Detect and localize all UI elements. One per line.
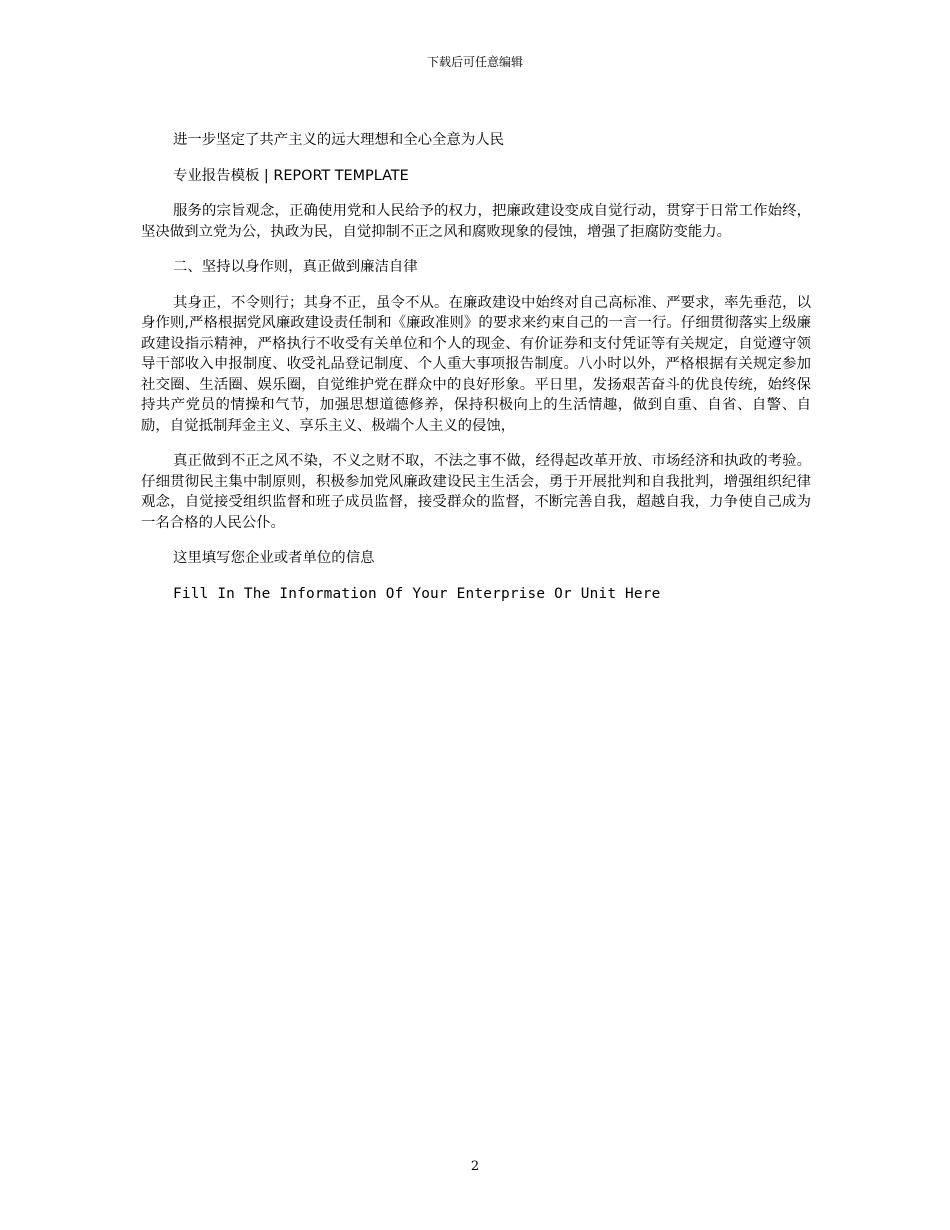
paragraph-service-purpose: 服务的宗旨观念，正确使用党和人民给予的权力，把廉政建设变成自觉行动，贯穿于日常工作始终，坚决做到立党为公，执政为民，自觉抑制不正之风和腐败现象的侵蚀，增强了拒腐防变能力。 — [141, 203, 811, 240]
paragraph-self-discipline: 其身正，不令则行；其身不正，虽令不从。在廉政建设中始终对自己高标准、严要求，率先垂范，以身作则,严格根据党风廉政建设责任制和《廉政准则》的要求来约束自己的一言一行。仔细贯彻落实上级廉政建设指示精神，严格执行不收受有关单位和个人的现金、有价证券和支付凭证等有关规定，自觉遵守领导干部收入申报制度、收受礼品登记制度、个人重大事项报告制度。八小时以外，严格根据有关规定参加社交圈、生活圈、娱乐圈，自觉维护党在群众中的良好形象。平日里，发扬艰苦奋斗的优良传统，始终保持共产党员的情操和气节，加强思想道德修养，保持积极向上的生活情趣，做到自重、自省、自警、自励，自觉抵制拜金主义、享乐主义、极端个人主义的侵蚀， — [141, 294, 811, 434]
paragraph-integrity: 真正做到不正之风不染，不义之财不取，不法之事不做，经得起改革开放、市场经济和执政的考验。仔细贯彻民主集中制原则，积极参加党风廉政建设民主生活会，勇于开展批判和自我批判，增强组织纪律观念，自觉接受组织监督和班子成员监督，接受群众的监督，不断完善自我，超越自我，力争使自己成为一名合格的人民公仆。 — [141, 453, 811, 531]
paragraph-enterprise-info-cn: 这里填写您企业或者单位的信息 — [173, 550, 375, 566]
page-header: 下载后可任意编辑 — [426, 55, 523, 69]
document-body — [141, 130, 811, 619]
paragraph-report-template: 专业报告模板 | REPORT TEMPLATE — [173, 167, 409, 184]
paragraph-enterprise-info-en: Fill In The Information Of Your Enterprise Or Unit Here — [173, 585, 661, 602]
page-number: 2 — [470, 1159, 480, 1174]
paragraph-ideal: 进一步坚定了共产主义的远大理想和全心全意为人民 — [173, 132, 504, 148]
section-heading-2: 二、坚持以身作则，真正做到廉洁自律 — [173, 259, 418, 275]
